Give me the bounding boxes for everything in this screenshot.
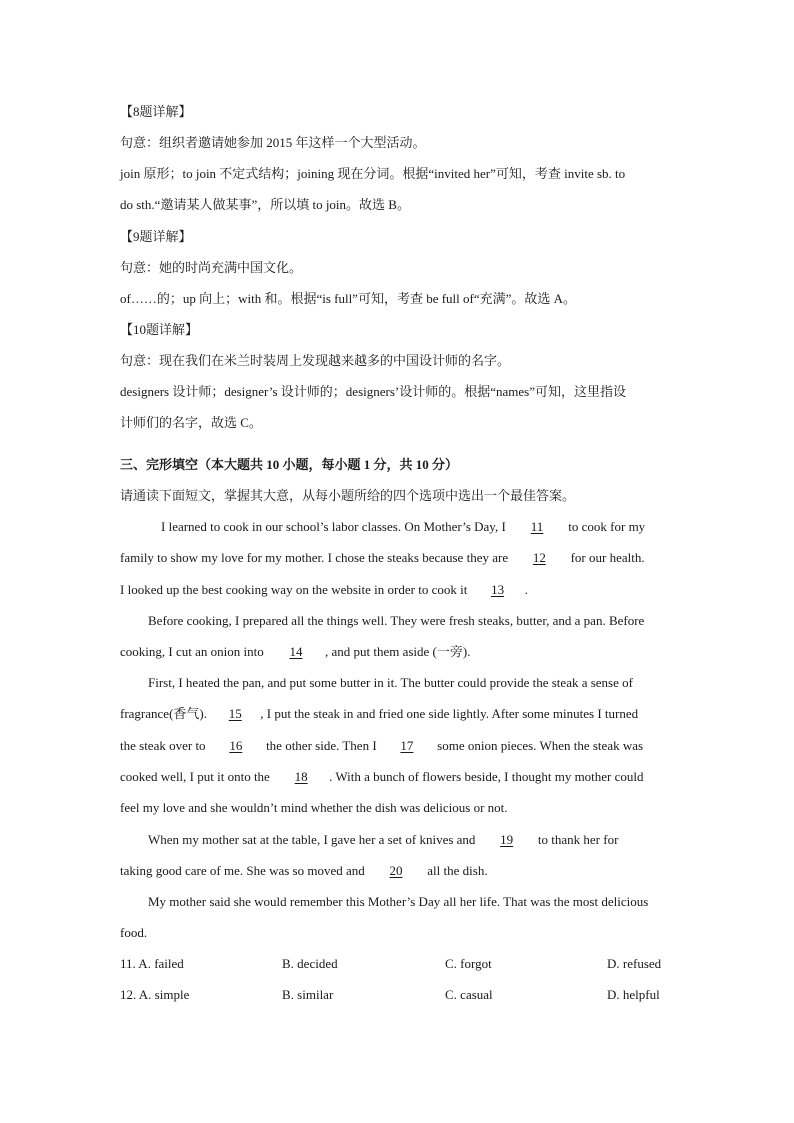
section-instruction: 请通读下面短文，掌握其大意，从每小题所给的四个选项中选出一个最佳答案。 (120, 488, 576, 503)
blank-17: 17 (400, 738, 414, 753)
passage-text: cooked well, I put it onto the (120, 769, 274, 784)
q9-heading: 【9题详解】 (120, 229, 192, 244)
passage-text: I looked up the best cooking way on the website in order to cook it (120, 582, 471, 597)
section-title: 三、完形填空（本大题共 10 小题，每小题 1 分，共 10 分） (120, 457, 459, 472)
passage-line: My mother said she would remember this Mother’s Day all her life. That was the most delicious (148, 894, 649, 909)
question-12-option-a: 12. A. simple (120, 987, 190, 1002)
passage-text: the other side. Then I (262, 738, 380, 753)
passage-text: taking good care of me. She was so moved and (120, 863, 369, 878)
q10-explain-line-1: designers 设计师；designer’s 设计师的；designers’设计师的。根据“names”可知，这里指设 (120, 384, 626, 399)
q8-explain-line-2: do sth.“邀请某人做某事”，所以填 to join。故选 B。 (120, 197, 410, 212)
passage-text: When my mother sat at the table, I gave her a set of knives and (148, 832, 479, 847)
q8-explain-line-1: join 原形；to join 不定式结构；joining 现在分词。根据“invited her”可知，考查 invite sb. to (120, 166, 626, 181)
blank-18: 18 (294, 769, 308, 784)
q8-meaning: 句意：组织者邀请她参加 2015 年这样一个大型活动。 (120, 135, 426, 150)
passage-line: food. (120, 925, 148, 940)
question-11-option-d: D. refused (607, 956, 662, 971)
passage-line (120, 861, 488, 881)
passage-text: to cook for my (565, 519, 646, 534)
blank-16: 16 (229, 738, 243, 753)
question-11-option-a: 11. A. failed (120, 956, 184, 971)
passage-line (161, 517, 645, 537)
q9-meaning: 句意：她的时尚充满中国文化。 (120, 260, 303, 275)
question-12-option-b: B. similar (282, 987, 334, 1002)
blank-12: 12 (532, 550, 546, 565)
passage-text: . With a bunch of flowers beside, I thought my mother could (329, 769, 644, 784)
blank-11: 11 (530, 519, 544, 534)
passage-line (120, 704, 638, 724)
blank-20: 20 (389, 863, 403, 878)
passage-line (148, 830, 618, 850)
passage-line (120, 642, 470, 662)
passage-text: family to show my love for my mother. I chose the steaks because they are (120, 550, 512, 565)
passage-text: to thank her for (534, 832, 619, 847)
question-11-option-c: C. forgot (445, 956, 492, 971)
blank-13: 13 (491, 582, 505, 597)
passage-text: , and put them aside (一旁). (324, 644, 471, 659)
q10-heading: 【10题详解】 (120, 322, 199, 337)
passage-text: I learned to cook in our school’s labor classes. On Mother’s Day, I (161, 519, 510, 534)
passage-line (120, 767, 644, 787)
passage-text: the steak over to (120, 738, 209, 753)
question-12-option-c: C. casual (445, 987, 493, 1002)
blank-19: 19 (500, 832, 514, 847)
q10-explain-line-2: 计师们的名字，故选 C。 (120, 415, 262, 430)
question-12-option-d: D. helpful (607, 987, 660, 1002)
passage-text: for our health. (567, 550, 645, 565)
passage-text: all the dish. (424, 863, 488, 878)
passage-line: feel my love and she wouldn’t mind whether the dish was delicious or not. (120, 800, 508, 815)
passage-line (120, 580, 528, 600)
passage-text: , I put the steak in and fried one side lightly. After some minutes I turned (260, 706, 639, 721)
question-11-option-b: B. decided (282, 956, 338, 971)
blank-15: 15 (228, 706, 242, 721)
blank-14: 14 (289, 644, 303, 659)
passage-line (120, 736, 643, 756)
q8-heading: 【8题详解】 (120, 104, 192, 119)
passage-line: First, I heated the pan, and put some butter in it. The butter could provide the steak a sense of (148, 675, 633, 690)
q9-explain-line-1: of……的；up 向上；with 和。根据“is full”可知，考查 be full of“充满”。故选 A。 (120, 291, 577, 306)
passage-line (120, 548, 645, 568)
passage-text: fragrance(香气). (120, 706, 211, 721)
passage-text: cooking, I cut an onion into (120, 644, 267, 659)
passage-line: Before cooking, I prepared all the things well. They were fresh steaks, butter, and a pan. Before (148, 613, 645, 628)
passage-text: . (524, 582, 528, 597)
passage-text: some onion pieces. When the steak was (433, 738, 644, 753)
q10-meaning: 句意：现在我们在米兰时装周上发现越来越多的中国设计师的名字。 (120, 353, 511, 368)
